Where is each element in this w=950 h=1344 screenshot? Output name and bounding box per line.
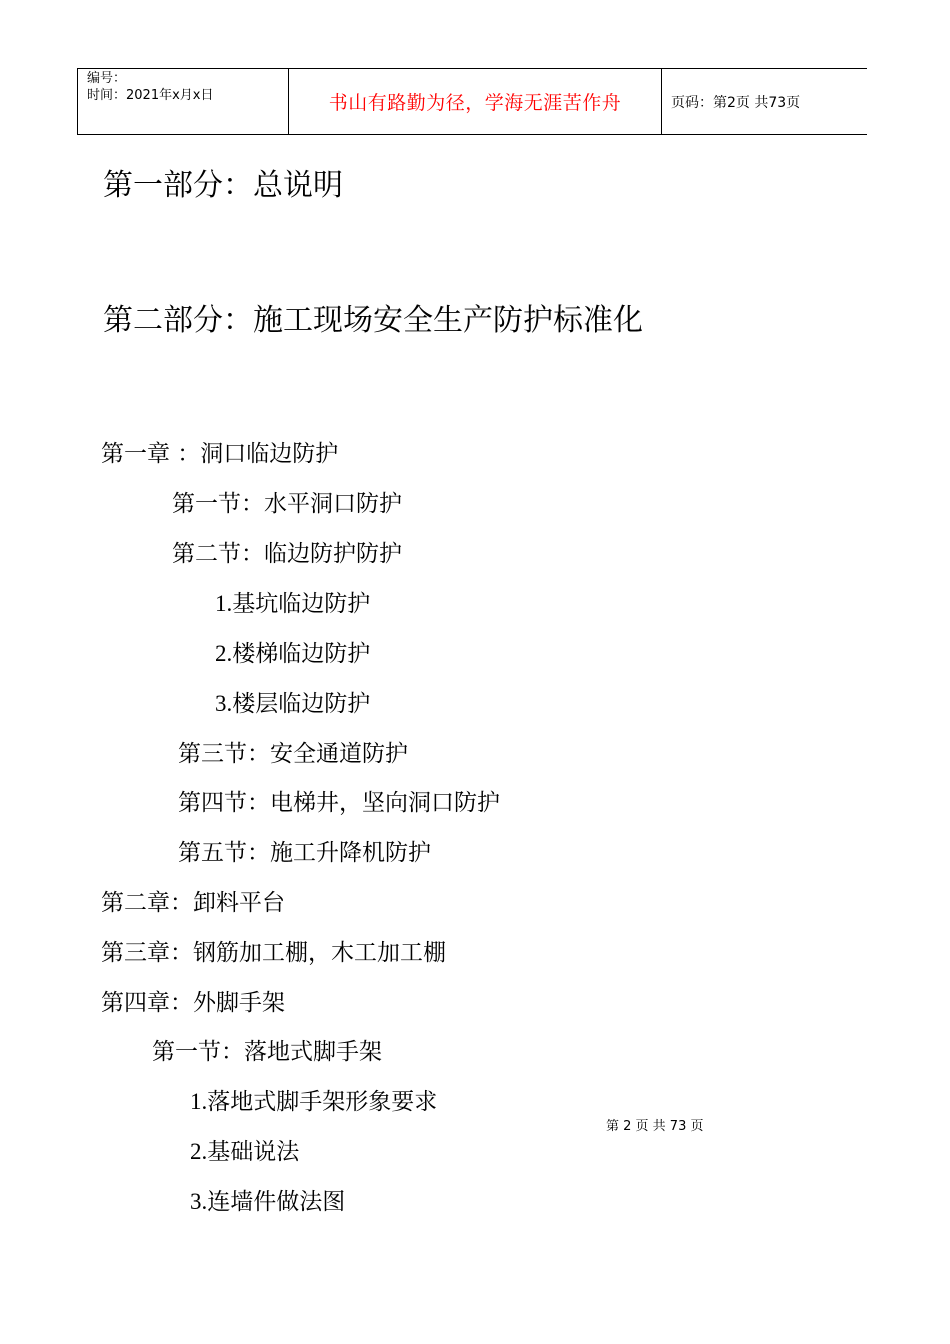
toc-chapter-1: 第一章 ：洞口临边防护 — [101, 441, 339, 467]
document-date-label: 时间：2021年x月x日 — [87, 88, 214, 103]
toc-chapter-3: 第三章：钢筋加工棚，木工加工棚 — [101, 940, 446, 966]
header-page-label: 页码：第2页 共73页 — [662, 69, 868, 135]
part-1-heading: 第一部分：总说明 — [103, 168, 343, 203]
toc-chapter-4: 第四章：外脚手架 — [101, 990, 285, 1016]
toc-item-text: 楼层临边防护 — [232, 691, 371, 717]
toc-item-number: 3. — [215, 691, 233, 716]
toc-item-number: 2. — [215, 641, 233, 666]
toc-item-scaffold-image — [190, 1083, 437, 1116]
toc-chapter-1-section-5: 第五节：施工升降机防护 — [178, 840, 431, 866]
part-2-heading: 第二部分：施工现场安全生产防护标准化 — [103, 303, 643, 338]
toc-chapter-4-section-1: 第一节：落地式脚手架 — [152, 1039, 382, 1065]
toc-item-wall-tie — [190, 1183, 345, 1216]
header-info-cell — [78, 69, 289, 135]
toc-chapter-1-section-4: 第四节：电梯井，坚向洞口防护 — [178, 790, 500, 816]
toc-chapter-1-section-1: 第一节：水平洞口防护 — [172, 491, 402, 517]
toc-item-number: 2. — [190, 1139, 208, 1164]
toc-chapter-1-section-2: 第二节：临边防护防护 — [172, 541, 402, 567]
toc-item-foundation — [190, 1133, 299, 1166]
toc-item-text: 基坑临边防护 — [232, 591, 371, 617]
header-motto: 书山有路勤为径，学海无涯苦作舟 — [289, 69, 662, 135]
toc-item-text: 基础说法 — [207, 1139, 300, 1165]
toc-chapter-1-section-3: 第三节：安全通道防护 — [178, 741, 408, 767]
toc-item-floor-edge — [215, 685, 370, 718]
toc-item-number: 3. — [190, 1189, 208, 1214]
toc-chapter-2: 第二章：卸料平台 — [101, 890, 285, 916]
header-table — [77, 68, 867, 135]
toc-item-number: 1. — [215, 591, 233, 616]
toc-item-pit-edge — [215, 585, 370, 618]
toc-item-text: 落地式脚手架形象要求 — [207, 1089, 438, 1115]
toc-item-stair-edge — [215, 635, 370, 668]
toc-item-text: 楼梯临边防护 — [232, 641, 371, 667]
document-number-label: 编号： — [87, 71, 127, 86]
toc-item-text: 连墙件做法图 — [207, 1189, 346, 1215]
page-footer: 第 2 页 共 73 页 — [606, 1119, 704, 1134]
toc-item-number: 1. — [190, 1089, 208, 1114]
